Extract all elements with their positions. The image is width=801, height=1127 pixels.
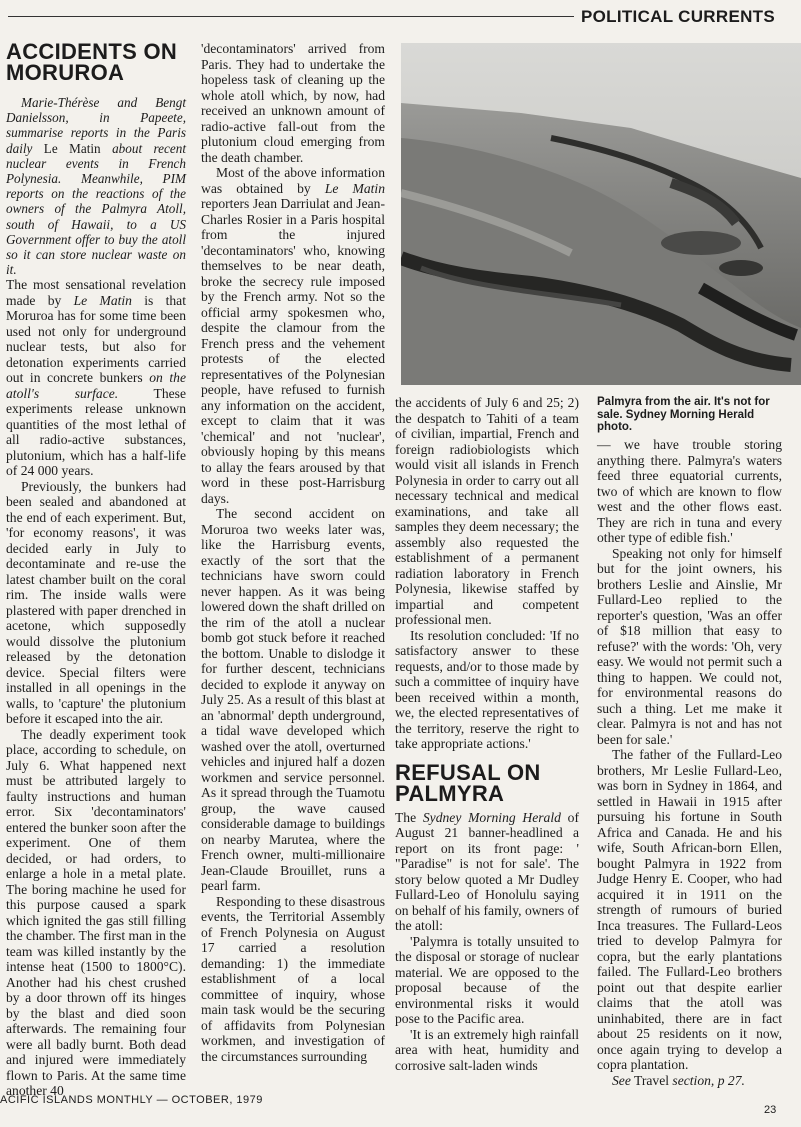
column-3 [395,395,579,1073]
body-paragraph: The most sensational revelation made by Le Matin is that Moruroa has for some time been used not only for underground nuclear tests, but also for detonation experiments carried out in concrete bunkers on the atoll's surface. These experiments release unknown quantities of the most lethal of all radio-active substances, plutonium, which has a half-life of 24 000 years. [6,277,186,479]
section-title: POLITICAL CURRENTS [581,7,775,26]
body-paragraph: The deadly experiment took place, according to schedule, on July 6. What happened next must be attributed largely to faulty instructions and human error. Six 'decontaminators' entered the bunker soon after the experiment. One of them decided, or had orders, to enlarge a hole in a metal plate. The boring machine he used for this purpose caused a spark which ignited the gas still filling the chamber. The first man in the team was killed instantly by the intense heat (1500 to 1800°C). Another had his chest crushed by a door thrown off its hinges by the blast and died soon afterwards. The remaining four were all badly burnt. Both dead and injured were immediately flown to Paris. At the same time another 40 [6,726,186,1099]
body-paragraph: The Sydney Morning Herald of August 21 banner-headlined a report on its front page: ' "Paradise" is not for sale'. The story below quoted a Mr Dudley Fullard-Leo of Honolulu saying on behalf of his family, owners of the atoll: [395,809,579,933]
body-paragraph: 'decontaminators' arrived from Paris. They had to undertake the hopeless task of cleaning up the whole atoll which, by now, had received an unknown amount of radio-active fall-out from the plutonium cloud emerging from the death chamber. [201,41,385,165]
headline-refusal: REFUSAL ON PALMYRA [395,759,541,806]
body-paragraph: Its resolution concluded: 'If no satisfactory answer to these requests, and/or to those made by such a committee of inquiry have been received within a month, we, the elected representatives of the territory, reserve the right to take appropriate actions.' [395,627,579,751]
header-rule [8,16,574,17]
body-paragraph: The second accident on Moruroa two weeks later was, like the Harrisburg events, exactly of the sort that the technicians have sworn could never happen. As it was being lowered down the shaft drilled on the rim of the atoll a nuclear bomb got stuck before it reached the bottom. Unable to dislodge it for further descent, technicians decided to explode it anyway on July 25. As a result of this blast at an 'abnormal' depth underground, a tidal wave developed which washed over the atoll, overturned vehicles and injured half a dozen workmen and service personnel. As it spread through the Tuamotu group, the wave caused considerable damage to buildings on nearby Marutea, where the French owner, multi-millionaire Jean-Claude Brouillet, runs a pearl farm. [201,506,385,893]
body-paragraph: 'It is an extremely high rainfall area with heat, humidity and corrosive salt-laden winds [395,1026,579,1073]
body-paragraph: Speaking not only for himself but for the joint owners, his brothers Leslie and Ainslie, Mr Fullard-Leo replied to the reporter's question, 'Was an offer of $18 million that easy to refuse?' with the words: 'Oh, very easy. We would not permit such a thing to happen. We could not, for environmental reasons do such a thing. Let me make it clear. Palmyra is not and has not been for sale.' [597,545,782,747]
body-paragraph: The father of the Fullard-Leo brothers, Mr Leslie Fullard-Leo, was born in Sydney in 1864, and settled in Hawaii in 1915 after pursuing his fortune in South Africa and Canada. He and his wife, South African-born Ellen, bought Palmyra in 1922 from Judge Henry E. Cooper, who had acquired it in 1911 on the strength of rumours of buried Inca treasures. The Fullard-Leos tried to develop Palmyra for copra, but the early plantations failed. The Fullard-Leo brothers point out that despite earlier claims that the atoll was uninhabited, there are in fact about 25 residents on it now, once again trying to develop a copra plantation. [597,747,782,1072]
column-1 [6,41,186,1099]
column-2 [201,41,385,1064]
page-number: 23 [764,1104,777,1116]
atoll-aerial-image [401,43,801,385]
column-4 [597,437,782,1088]
photo-caption: Palmyra from the air. It's not for sale. Sydney Morning Herald photo. [597,396,770,433]
body-paragraph: 'Palymra is totally unsuited to the disposal or storage of nuclear material. We are opposed to the proposal because of the environmental risks it would pose to the Pacific area. [395,933,579,1026]
body-paragraph: the accidents of July 6 and 25; 2) the despatch to Tahiti of a team of civilian, impartial, French and foreign radiobiologists which would visit all islands in French Polynesia in order to carry out all necessary technical and medical examinations, and take all samples they deem necessary; the assembly also requested the establishment of a permanent radiation laboratory in French Polynesia, likewise staffed by impartial and competent professional men. [395,395,579,627]
body-paragraph: Responding to these disastrous events, the Territorial Assembly of French Polynesia on August 17 carried a resolution demanding: 1) the immediate establishment of a local committee of inquiry, whose main task would be the securing of affidavits from Polynesian workmen, and investigation of the circumstances surrounding [201,893,385,1064]
body-paragraph: — we have trouble storing anything there. Palmyra's waters feed three equatorial currents, two of which are known to flow west and the other flows east. They are rich in tuna and every other type of edible fish.' [597,437,782,545]
palmyra-aerial-photo [401,43,801,385]
intro-paragraph: Marie-Thérèse and Bengt Danielsson, in Papeete, summarise reports in the Paris daily Le Matin about recent nuclear events in French Polynesia. Meanwhile, PIM reports on the reactions of the owners of the Palmyra Atoll, south of Hawaii, to a US Government offer to buy the atoll so it can store nuclear waste on it. [6,95,186,278]
footer-publication: ACIFIC ISLANDS MONTHLY — OCTOBER, 1979 [0,1094,263,1106]
cross-reference: See Travel section, p 27. [612,1072,745,1088]
headline-accidents: ACCIDENTS ON MORUROA [6,39,178,85]
body-paragraph: Most of the above information was obtained by Le Matin reporters Jean Darriulat and Jean-Charles Rosier in a Paris hospital from the injured 'decontaminators' who, knowing themselves to be near death, broke the secrecy rule imposed by the French army. Not so the official army spokesmen who, despite the clamour from the French press and the vehement protests of the elected representatives of the Polynesian people, have refused to furnish any information on the accident, except to claim that it was 'chemical' and not 'nuclear', obviously hoping by this means to allay the fears aroused by that word in these post-Harrisburg days. [201,165,385,506]
body-paragraph: Previously, the bunkers had been sealed and abandoned at the end of each experiment. But, 'for economy reasons', it was decided early in July to decontaminate and re-use the latest chamber built on the coral rim. The inside walls were plastered with paper drenched in acetone, which supposedly would dissolve the plutonium released by the detonation device. Special filters were installed in all openings in the walls, to 'capture' the plutonium before it escaped into the air. [6,478,186,727]
